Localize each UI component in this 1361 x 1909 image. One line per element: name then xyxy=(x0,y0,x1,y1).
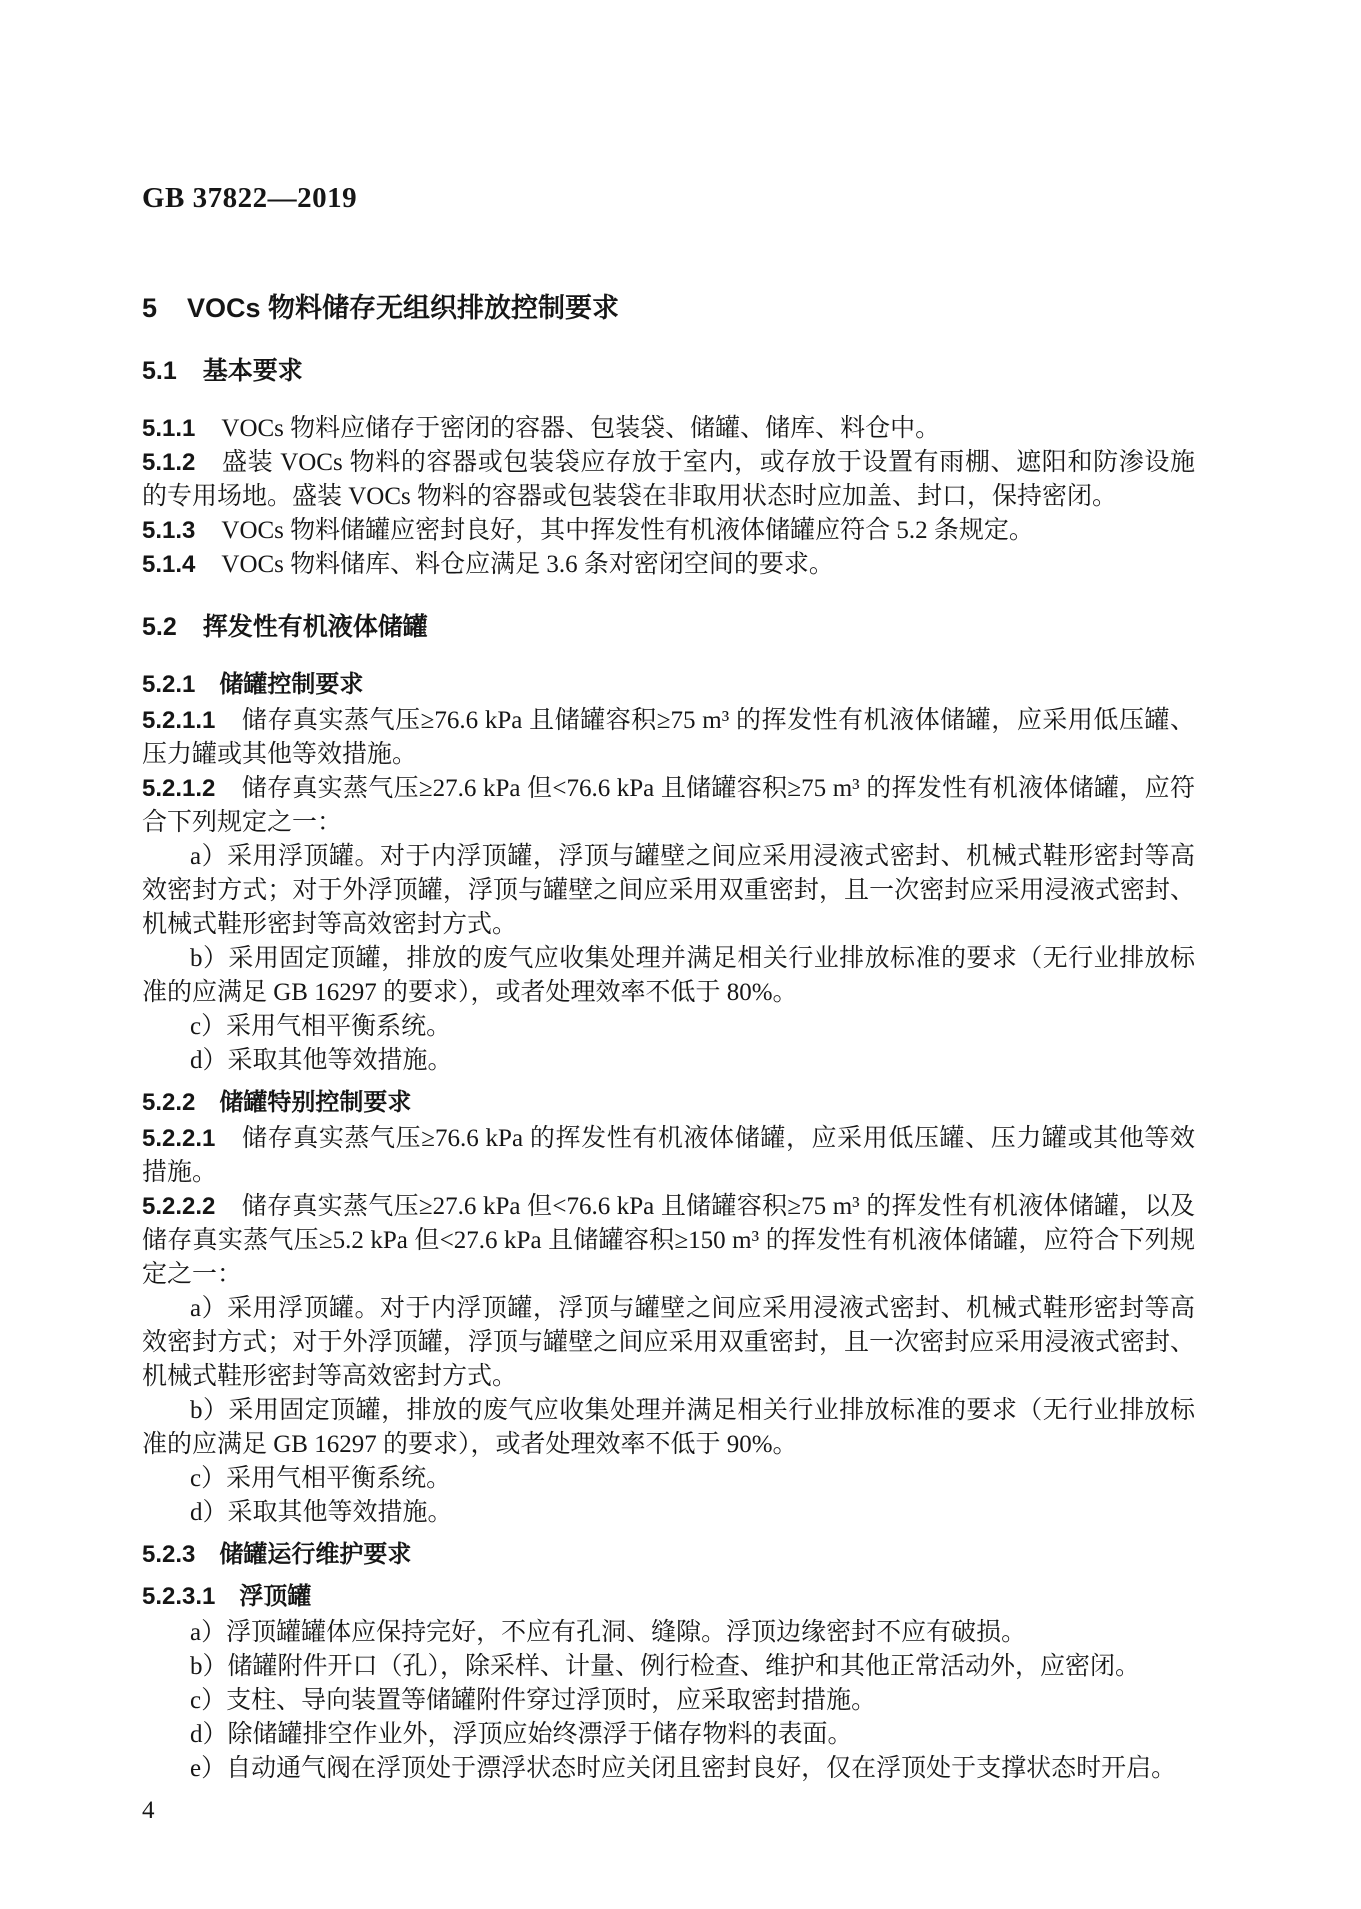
clause-5-2-2-1 xyxy=(142,1122,1195,1190)
clause-5-2-1-2 xyxy=(142,772,1195,840)
item-label: c） xyxy=(190,1465,227,1492)
heading-5-2-1 xyxy=(142,668,1195,702)
list-item-b xyxy=(142,942,1195,1010)
item-label: d） xyxy=(190,1499,228,1526)
clause-number: 5.2.2.1 xyxy=(142,1125,216,1152)
heading-text: 储罐控制要求 xyxy=(219,671,364,698)
heading-5 xyxy=(142,290,1195,326)
heading-number: 5.2 xyxy=(142,613,177,641)
list-item-e xyxy=(142,1752,1195,1786)
item-text: 储罐附件开口（孔），除采样、计量、例行检查、维护和其他正常活动外，应密闭。 xyxy=(227,1653,1141,1680)
list-item-d xyxy=(142,1044,1195,1078)
clause-text: 储存真实蒸气压≥76.6 kPa 的挥发性有机液体储罐，应采用低压罐、压力罐或其他等效措施。 xyxy=(142,1125,1195,1186)
clause-5-2-1-1 xyxy=(142,704,1195,772)
clause-5-1-4 xyxy=(142,548,1195,582)
heading-text: 基本要求 xyxy=(202,357,303,385)
clause-text: VOCs 物料应储存于密闭的容器、包装袋、储罐、储库、料仓中。 xyxy=(221,415,941,442)
heading-number: 5.2.3 xyxy=(142,1541,196,1568)
clause-5-1-2 xyxy=(142,446,1195,514)
list-item-c xyxy=(142,1462,1195,1496)
heading-number: 5.1 xyxy=(142,357,177,385)
item-label: e） xyxy=(190,1755,227,1782)
heading-text: VOCs 物料储存无组织排放控制要求 xyxy=(187,293,620,323)
clause-number: 5.1.3 xyxy=(142,517,196,544)
item-text: 浮顶罐罐体应保持完好，不应有孔洞、缝隙。浮顶边缘密封不应有破损。 xyxy=(226,1619,1027,1646)
item-label: c） xyxy=(190,1687,227,1714)
heading-number: 5 xyxy=(142,293,158,323)
item-label: b） xyxy=(190,1397,229,1424)
heading-number: 5.2.1 xyxy=(142,671,196,698)
heading-text: 浮顶罐 xyxy=(239,1583,312,1610)
item-label: d） xyxy=(190,1721,228,1748)
list-item-b xyxy=(142,1394,1195,1462)
page-number: 4 xyxy=(142,1797,155,1824)
clause-5-2-2-2 xyxy=(142,1190,1195,1292)
item-label: b） xyxy=(190,945,229,972)
item-label: a） xyxy=(190,843,228,870)
item-text: 采取其他等效措施。 xyxy=(227,1499,453,1526)
list-item-d xyxy=(142,1496,1195,1530)
clause-text: 储存真实蒸气压≥27.6 kPa 但<76.6 kPa 且储罐容积≥75 m³ 的挥发性有机液体储罐，以及储存真实蒸气压≥5.2 kPa 但<27.6 kPa 且储罐容积≥150 m³ 的挥发性有机液体储罐，应符合下列规定之一： xyxy=(142,1193,1195,1288)
heading-5-2-2 xyxy=(142,1086,1195,1120)
item-text: 采取其他等效措施。 xyxy=(227,1047,453,1074)
item-text: 采用固定顶罐，排放的废气应收集处理并满足相关行业排放标准的要求（无行业排放标准的应满足 GB 16297 的要求），或者处理效率不低于 90%。 xyxy=(142,1397,1195,1458)
item-text: 采用气相平衡系统。 xyxy=(226,1013,452,1040)
heading-5-2-3-1 xyxy=(142,1580,1195,1614)
item-text: 采用固定顶罐，排放的废气应收集处理并满足相关行业排放标准的要求（无行业排放标准的应满足 GB 16297 的要求），或者处理效率不低于 80%。 xyxy=(142,945,1195,1006)
list-item-c xyxy=(142,1684,1195,1718)
item-text: 除储罐排空作业外，浮顶应始终漂浮于储存物料的表面。 xyxy=(227,1721,853,1748)
list-item-a xyxy=(142,840,1195,942)
clause-number: 5.1.2 xyxy=(142,449,196,476)
item-label: c） xyxy=(190,1013,227,1040)
heading-text: 储罐特别控制要求 xyxy=(219,1089,412,1116)
clause-number: 5.1.4 xyxy=(142,551,196,578)
list-item-c xyxy=(142,1010,1195,1044)
heading-number: 5.2.3.1 xyxy=(142,1583,216,1610)
item-text: 采用浮顶罐。对于内浮顶罐，浮顶与罐壁之间应采用浸液式密封、机械式鞋形密封等高效密封方式；对于外浮顶罐，浮顶与罐壁之间应采用双重密封，且一次密封应采用浸液式密封、机械式鞋形密封等高效密封方式。 xyxy=(142,1295,1195,1390)
item-label: a） xyxy=(190,1619,227,1646)
list-item-b xyxy=(142,1650,1195,1684)
clause-number: 5.2.2.2 xyxy=(142,1193,216,1220)
item-label: d） xyxy=(190,1047,228,1074)
item-label: a） xyxy=(190,1295,228,1322)
list-item-a xyxy=(142,1616,1195,1650)
list-item-d xyxy=(142,1718,1195,1752)
clause-text: VOCs 物料储罐应密封良好，其中挥发性有机液体储罐应符合 5.2 条规定。 xyxy=(221,517,1034,544)
heading-5-2-3 xyxy=(142,1538,1195,1572)
heading-text: 挥发性有机液体储罐 xyxy=(202,613,428,641)
clause-number: 5.1.1 xyxy=(142,415,196,442)
heading-number: 5.2.2 xyxy=(142,1089,196,1116)
clause-number: 5.2.1.1 xyxy=(142,707,216,734)
clause-text: 储存真实蒸气压≥76.6 kPa 且储罐容积≥75 m³ 的挥发性有机液体储罐，应采用低压罐、压力罐或其他等效措施。 xyxy=(142,707,1195,768)
item-label: b） xyxy=(190,1653,228,1680)
clause-text: VOCs 物料储库、料仓应满足 3.6 条对密闭空间的要求。 xyxy=(221,551,834,578)
heading-5-2 xyxy=(142,610,1195,644)
clause-5-1-1 xyxy=(142,412,1195,446)
clause-text: 盛装 VOCs 物料的容器或包装袋应存放于室内，或存放于设置有雨棚、遮阳和防渗设施的专用场地。盛装 VOCs 物料的容器或包装袋在非取用状态时应加盖、封口，保持密闭。 xyxy=(142,449,1195,510)
heading-5-1 xyxy=(142,354,1195,388)
clause-5-1-3 xyxy=(142,514,1195,548)
item-text: 采用气相平衡系统。 xyxy=(226,1465,452,1492)
item-text: 自动通气阀在浮顶处于漂浮状态时应关闭且密封良好，仅在浮顶处于支撑状态时开启。 xyxy=(226,1755,1177,1782)
clause-text: 储存真实蒸气压≥27.6 kPa 但<76.6 kPa 且储罐容积≥75 m³ 的挥发性有机液体储罐，应符合下列规定之一： xyxy=(142,775,1195,836)
doc-code: GB 37822—2019 xyxy=(142,182,358,214)
clause-number: 5.2.1.2 xyxy=(142,775,216,802)
item-text: 采用浮顶罐。对于内浮顶罐，浮顶与罐壁之间应采用浸液式密封、机械式鞋形密封等高效密封方式；对于外浮顶罐，浮顶与罐壁之间应采用双重密封，且一次密封应采用浸液式密封、机械式鞋形密封等高效密封方式。 xyxy=(142,843,1195,938)
heading-text: 储罐运行维护要求 xyxy=(219,1541,412,1568)
item-text: 支柱、导向装置等储罐附件穿过浮顶时，应采取密封措施。 xyxy=(226,1687,877,1714)
list-item-a xyxy=(142,1292,1195,1394)
